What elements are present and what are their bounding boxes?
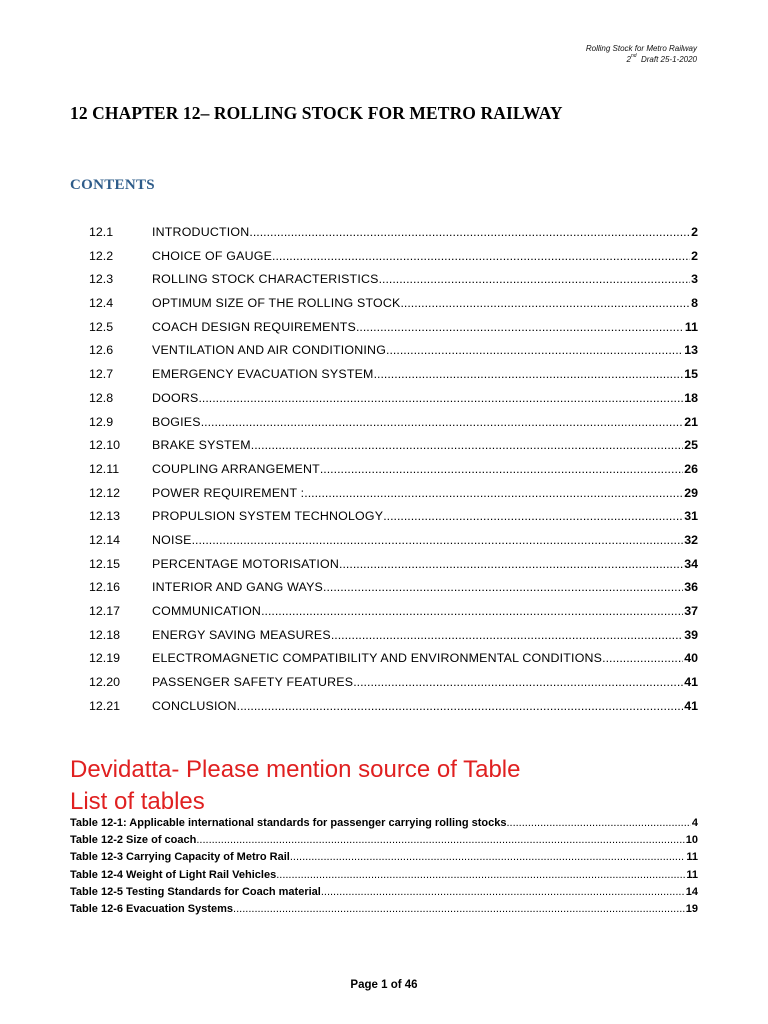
toc-entry[interactable] [89,604,698,628]
toc-entry[interactable] [89,675,698,699]
table-list-entry[interactable] [70,903,698,920]
table-list-title: Table 12-6 Evacuation Systems [70,902,234,915]
table-of-contents [89,225,698,722]
toc-title: COMMUNICATION [152,604,262,618]
toc-page: 2 [691,248,698,263]
toc-leader [261,604,683,618]
toc-title: BOGIES [152,414,201,429]
table-list-title: Table 12-5 Testing Standards for Coach material [70,885,321,898]
toc-number: 12.21 [89,698,121,713]
table-list-entry[interactable] [70,851,698,868]
toc-page: 8 [691,296,698,311]
toc-page: 11 [684,319,698,334]
toc-title: NOISE [152,532,192,547]
draft-date: Draft 25-1-2020 [636,55,697,64]
toc-page: 37 [684,604,698,618]
toc-page: 32 [684,532,698,547]
toc-leader [192,533,684,547]
toc-entry[interactable] [89,272,698,296]
toc-entry[interactable] [89,580,698,604]
toc-leader [320,462,683,476]
toc-entry[interactable] [89,699,698,723]
toc-leader [374,367,684,381]
toc-page: 41 [684,675,698,690]
table-list-entry[interactable] [70,886,698,903]
table-list-page: 14 [685,885,698,898]
toc-leader [386,343,683,357]
toc-number: 12.8 [89,390,114,405]
toc-number: 12.3 [89,272,114,287]
toc-number: 12.6 [89,343,114,358]
draft-ordinal-suffix: nd [630,53,637,59]
toc-page: 31 [684,509,698,524]
table-list-page: 10 [685,834,698,847]
toc-page: 34 [684,556,698,571]
toc-leader [201,415,683,429]
toc-title: ROLLING STOCK CHARACTERISTICS [152,272,379,287]
chapter-title: 12 CHAPTER 12– ROLLING STOCK FOR METRO RAILWAY [70,103,563,123]
toc-leader [272,249,690,263]
footer-page-number: 1 [381,979,388,991]
toc-number: 12.9 [89,414,114,429]
toc-number: 12.2 [89,248,114,263]
toc-leader [339,557,683,571]
toc-leader [353,675,683,689]
toc-title: BRAKE SYSTEM [152,438,251,453]
toc-title: OPTIMUM SIZE OF THE ROLLING STOCK [152,296,401,311]
toc-number: 12.7 [89,367,114,382]
toc-title: PASSENGER SAFETY FEATURES [152,675,354,690]
toc-number: 12.5 [89,319,114,334]
editor-note: Devidatta- Please mention source of Table [70,756,521,783]
table-list-page: 11 [686,868,698,881]
toc-title: PERCENTAGE MOTORISATION [152,556,340,571]
toc-page: 21 [684,414,698,429]
toc-number: 12.16 [89,580,121,595]
toc-page: 25 [684,438,698,453]
toc-leader [356,320,684,334]
toc-entry[interactable] [89,651,698,675]
toc-title: ENERGY SAVING MEASURES [152,627,331,642]
toc-page: 39 [684,627,698,642]
table-list-title: Table 12-2 Size of coach [70,834,197,847]
toc-page: 2 [691,225,698,239]
footer-page-total: 46 [404,979,418,991]
toc-page: 26 [684,461,698,476]
toc-entry[interactable] [89,557,698,581]
running-header-title: Rolling Stock for Metro Railway [585,44,697,53]
footer-page-label: Page [350,979,378,991]
toc-leader [331,628,683,642]
toc-entry[interactable] [89,509,698,533]
toc-number: 12.17 [89,604,121,618]
toc-entry[interactable] [89,438,698,462]
toc-title: DOORS [152,390,199,405]
toc-leader [304,486,683,500]
toc-number: 12.15 [89,556,121,571]
toc-leader [379,272,691,286]
toc-entry[interactable] [89,533,698,557]
toc-entry[interactable] [89,415,698,439]
toc-page: 13 [684,343,698,358]
toc-entry[interactable] [89,462,698,486]
toc-number: 12.14 [89,532,121,547]
toc-number: 12.1 [89,225,114,239]
toc-title: PROPULSION SYSTEM TECHNOLOGY [152,509,384,524]
table-list-page: 19 [685,902,698,915]
list-of-tables [70,817,698,920]
table-list-leader [321,886,685,898]
toc-page: 29 [684,485,698,500]
table-list-entry[interactable] [70,817,698,834]
toc-title: VENTILATION AND AIR CONDITIONING [152,343,387,358]
toc-leader [383,509,683,523]
page-footer [0,979,768,991]
toc-page: 36 [684,580,698,595]
toc-entry[interactable] [89,343,698,367]
toc-entry[interactable] [89,225,698,249]
table-list-title: Table 12-4 Weight of Light Rail Vehicles [70,868,277,881]
toc-title: ELECTROMAGNETIC COMPATIBILITY AND ENVIRONMENTAL CONDITIONS [152,651,603,666]
toc-title: COACH DESIGN REQUIREMENTS [152,319,356,334]
toc-entry[interactable] [89,296,698,320]
table-list-title: Table 12-1: Applicable international standards for passenger carrying rolling stocks [70,817,507,829]
toc-leader [323,580,683,594]
table-list-leader [276,869,685,881]
list-of-tables-heading: List of tables [70,788,205,815]
toc-number: 12.4 [89,296,114,311]
toc-title: INTRODUCTION [152,225,250,239]
table-list-leader [290,851,686,863]
toc-page: 15 [684,367,698,382]
toc-entry[interactable] [89,320,698,344]
toc-entry[interactable] [89,486,698,510]
toc-number: 12.20 [89,675,121,690]
table-list-leader [196,834,684,846]
toc-leader [198,391,683,405]
toc-title: COUPLING ARRANGEMENT [152,461,320,476]
table-list-page: 11 [686,851,698,864]
toc-title: EMERGENCY EVACUATION SYSTEM [152,367,374,382]
toc-number: 12.12 [89,485,121,500]
running-header-draft [627,54,698,65]
toc-leader [237,699,684,713]
toc-leader [251,438,683,452]
toc-number: 12.13 [89,509,121,524]
toc-entry[interactable] [89,367,698,391]
toc-page: 41 [684,698,698,713]
toc-title: INTERIOR AND GANG WAYS [152,580,324,595]
toc-page: 18 [684,390,698,405]
toc-page: 3 [691,272,698,287]
toc-leader [602,651,683,665]
toc-title: CHOICE OF GAUGE [152,248,273,263]
toc-title: CONCLUSION [152,698,237,713]
toc-entry[interactable] [89,249,698,273]
table-list-entry[interactable] [70,869,698,886]
toc-number: 12.10 [89,438,121,453]
table-list-leader [233,903,685,915]
toc-number: 12.18 [89,627,121,642]
toc-leader [400,296,690,310]
contents-heading: CONTENTS [70,177,155,193]
toc-entry[interactable] [89,628,698,652]
table-list-title: Table 12-3 Carrying Capacity of Metro Rail [70,851,290,864]
footer-of-label: of [390,979,402,991]
toc-entry[interactable] [89,391,698,415]
toc-page: 40 [684,651,698,666]
toc-leader [249,225,690,239]
table-list-entry[interactable] [70,834,698,851]
toc-title: POWER REQUIREMENT : [152,485,305,500]
table-list-leader [506,817,690,829]
table-list-page: 4 [691,817,698,829]
toc-number: 12.11 [89,461,120,476]
toc-number: 12.19 [89,651,121,666]
draft-number: 2 [626,55,631,64]
